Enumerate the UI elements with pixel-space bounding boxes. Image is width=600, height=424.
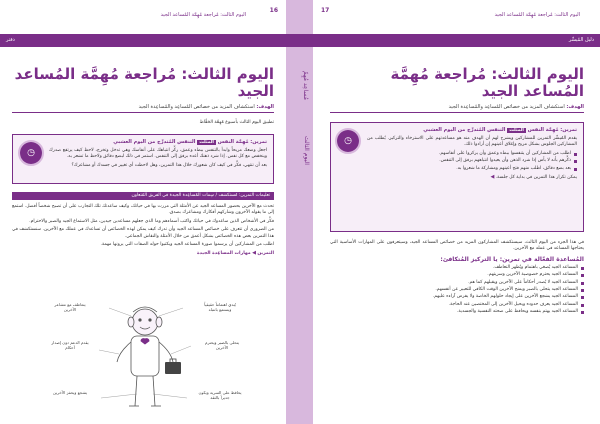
intro-paragraph: في هذا الجزء من اليوم الثالث، سيستكشف المشاركون المزيد من خصائص المساعد الجيد، وسيتعرفون على المهارات الأساسية التي يحتاجها المساعد في عمله مع الآخرين. (330, 240, 584, 252)
spine-band (286, 34, 313, 47)
page-title: اليوم الثالث: مُراجعة مُهِمَّة المُساعد الجيد (14, 65, 274, 100)
helper-illustration (95, 302, 195, 420)
list-item: بعد بضع دقائق، اطلب منهم فتح أعينهم ومشاركة ما شعروا به. (337, 166, 577, 172)
goal-label: الهدف: (566, 104, 584, 110)
left-body (12, 204, 274, 260)
exercise-box-title: تمرين: مُهِمَّة النفس المثلث التنفس المُتدرِّج من اليوم العشبي (423, 127, 577, 133)
sub-heading: المُساعدة الفعّالة في تمرين: يا التركيز المُتكافئ: (440, 255, 584, 263)
running-head: اليوم الثالث: مُراجعة مُهِمَّة المُساعد الجيد (494, 12, 580, 18)
goal-label: الهدف: (256, 104, 274, 110)
exercise-badge-icon: ◷ (20, 142, 42, 164)
intro-line: تطبيق اليوم الثالث بأسبوع مُهِمَّة الحَفَّاظ (199, 120, 274, 125)
list-item: المساعد الجيد يشجع الآخرين على إيجاد حلولهم الخاصة ولا يفرض آراءه عليهم. (330, 294, 584, 300)
right-body (330, 240, 584, 317)
band-label: دفتر (6, 37, 15, 43)
goal-line (12, 104, 274, 113)
exercise-note: يمكن تكرار هذا التمرين في بداية كل جلسة. ◀ (490, 174, 577, 181)
callout-mid-right: يتحلى بالصبر ويحترم الآخرين (204, 340, 240, 350)
page-title: اليوم الثالث: مُراجعة مُهِمَّة المُساعد الجيد (390, 65, 584, 100)
task-label: التمرين (257, 251, 274, 257)
task-link[interactable]: مهارات المساعِدة الجيدة (196, 251, 251, 257)
exercise-body: يقدم المُيسِّر التمرين للمشاركين ويشرح لهم أن الهدف منه هو مساعدتهم على الاسترخاء والتركيز. يُطلب من المشاركين الجلوس بشكل مريح وإغلاق أعينهم إن أرادوا ذلك. (367, 136, 577, 148)
list-item: ذكِّرهم بأنه لا بأس إذا شرد الذهن وأن يعيدوا انتباههم برفق إلى التنفس. (337, 158, 577, 164)
spine-text-left: مُساعِد مُهِمّ (302, 71, 309, 101)
callout-bottom-right: يحافظ على السرية ويكون جديراً بالثقة (198, 390, 242, 400)
callout-top-right: يُبدي اهتماماً حقيقياً ويستمع بانتباه (204, 302, 236, 312)
running-head: اليوم الثالث: مُراجعة مُهِمَّة المُساعد الجيد (160, 12, 246, 18)
section-band (313, 34, 600, 47)
callout-mid-left: يقدم الدعم دون إصدار أحكام (51, 340, 89, 350)
page-number: 16 (269, 7, 278, 14)
section-band (0, 34, 286, 47)
paragraph: من الضروري أن تتعرف على خصائص المساعد الجيد وأن تدرك كيف يمكن لهذه الخصائص أن تساعدك في عملك مع الآخرين. سنستكشف في هذا التمرين بعض هذه الخصائص بشكل أعمق من خلال الأمثلة والنقاش الجماعي. (12, 227, 274, 239)
list-item: المساعد الجيد يهتم بنفسه ويحافظ على صحته النفسية والجسدية. (330, 309, 584, 315)
spine-text-right: اليوم الثالث (303, 135, 310, 165)
helper-figure (117, 307, 173, 406)
goal-text: استكشاف المزيد من خصائص المُساعِد والمُساعِدة الجيد (448, 104, 565, 110)
page-number: 17 (321, 7, 330, 14)
callout-bottom-left: يشجع ويحفز الآخرين (52, 390, 88, 395)
exercise-box (330, 122, 584, 232)
paragraph: تحدث مع الآخرين بحضور المساعد الجيد عن الأمثلة التي مررت بها في حياتك، وكيف ساعدتك تلك التجارب على أن تصبح شخصاً أفضل. استمع إلى ما يقوله الآخرون وشاركهم أفكارك ومشاعرك بصدق. (12, 204, 274, 216)
section-bar: تعليمات التمرين: مُستكشف / سِمات المُساعِدة الجيدة في الفريق المُتعاون (12, 192, 274, 200)
list-item: المساعد الجيد يتحلى بالصبر ويمنح الآخرين الوقت الكافي للتعبير عن أنفسهم. (330, 287, 584, 293)
exercise-steps (337, 151, 577, 172)
paragraph: فكِّر في الأشخاص الذين ساعدوك في حياتك واكتب أسماءهم وما الذي جعلهم مساعدين جيدين، مثل الاستماع الجيد والصبر والاحترام. (29, 218, 274, 224)
arrow-icon: ◀ (252, 250, 256, 257)
exercise-body: اجعل وضعك مريحاً وابدأ بالتنفس ببطء وعمق، ركِّز انتباهك على أنفاسك وهي تدخل وتخرج، لاحظ كيف يرتفع صدرك وينخفض مع كل نفس. إذا شرد ذهنك أعده برفق إلى التنفس. استمر في ذلك لبضع دقائق ولاحظ ما تشعر به. بعد أن تنتهي، فكِّر في كيف كان شعورك خلال هذا التمرين، وهل لاحظت أي تغيير في جسدك أو مشاعرك؟ (49, 148, 267, 168)
helper-traits-list (330, 265, 584, 316)
paragraph: اطلب من المشاركين أن يرسموا صورة المساعد الجيد ويكتبوا حوله الصفات التي يرونها مهمة. (100, 242, 274, 248)
exercise-box (12, 134, 274, 184)
task-line (12, 250, 274, 257)
list-item: اطلب من المشاركين أن يتنفسوا ببطء وعمق وأن يركزوا على أنفاسهم. (337, 151, 577, 157)
spine (286, 0, 313, 424)
exercise-box-title: تمرين: مُهِمَّة النفس المثلث التنفس المُتدرِّج من اليوم العشبي (113, 139, 267, 145)
list-item: المساعد الجيد يحترم خصوصية الآخرين وسريتهم. (330, 272, 584, 278)
goal-line (330, 104, 584, 113)
list-item: المساعد الجيد يُصغي باهتمام ويُظهر التعاطف. (330, 265, 584, 271)
arrow-icon: ◀ (490, 174, 495, 181)
callout-top-left: يتعاطف مع مشاعر الآخرين (54, 302, 86, 312)
list-item: المساعد الجيد لا يُصدر أحكاماً على الآخرين ويقبلهم كما هم. (330, 280, 584, 286)
goal-text: استكشاف المزيد من خصائص المُساعِد والمُساعِدة الجيد (138, 104, 255, 110)
exercise-tag: المثلث (509, 128, 524, 133)
exercise-tag: المثلث (199, 140, 214, 145)
exercise-badge-icon: ◷ (337, 130, 359, 152)
right-page (313, 0, 600, 424)
left-page (0, 0, 286, 424)
band-label: دليل المُيسِّر (568, 37, 594, 43)
list-item: المساعد الجيد يعرف حدوده ويحيل الآخرين إلى المختصين عند الحاجة. (330, 302, 584, 308)
